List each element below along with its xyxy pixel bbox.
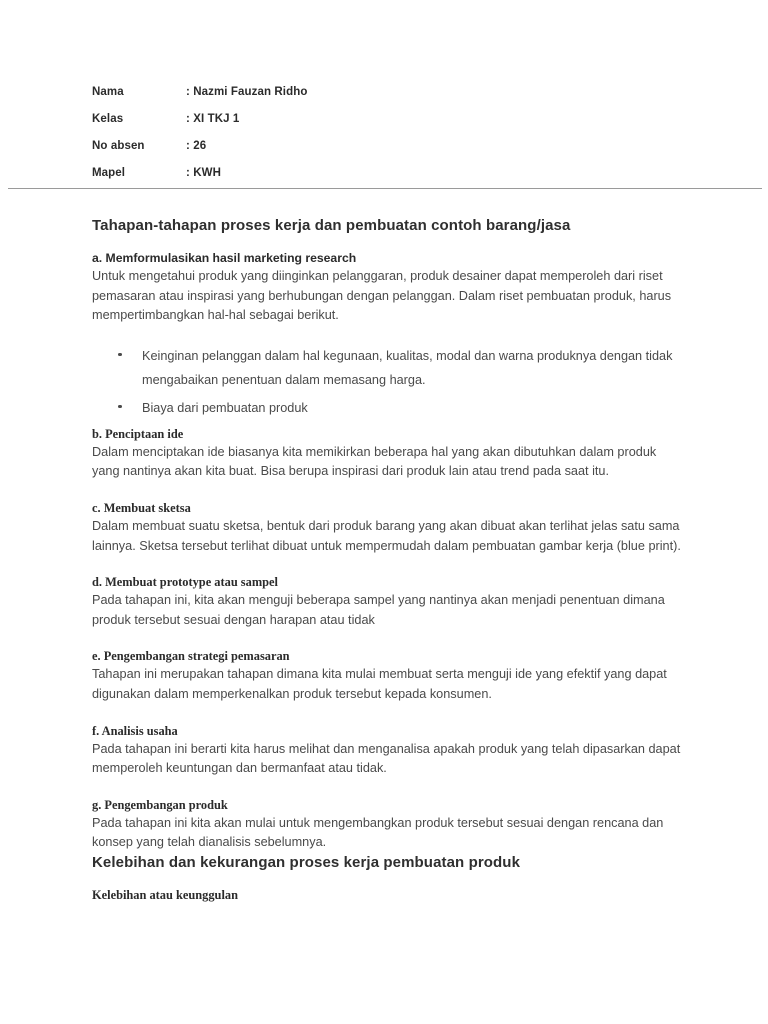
list-item (92, 396, 684, 420)
requirements-list (92, 344, 684, 420)
identity-value-no-absen: : 26 (186, 140, 207, 152)
identity-value-nama: : Nazmi Fauzan Ridho (186, 86, 308, 98)
identity-label-nama: Nama (92, 86, 124, 98)
section-f (92, 723, 684, 779)
section-f-body: Pada tahapan ini berarti kita harus melihat dan menganalisa apakah produk yang telah dipasarkan dapat memperoleh keuntungan dan bermanfaat atau tidak. (92, 741, 681, 776)
section-title-kelebihan: Kelebihan dan kekurangan proses kerja pembuatan produk (92, 853, 521, 871)
section-b (92, 426, 684, 482)
identity-value-mapel: : KWH (186, 167, 221, 179)
section-c-body: Dalam membuat suatu sketsa, bentuk dari produk barang yang akan dibuat akan terlihat jelas satu sama lainnya. Sketsa tersebut terlihat dibuat untuk mempermudah dalam pembuatan gambar kerja (blue print). (92, 518, 681, 553)
section-g-heading: g. Pengembangan produk (92, 797, 228, 812)
section-c-heading: c. Membuat sketsa (92, 500, 191, 515)
identity-row-kelas (92, 113, 652, 140)
identity-row-no-absen (92, 140, 652, 167)
section-e-heading: e. Pengembangan strategi pemasaran (92, 649, 290, 664)
identity-label-no-absen: No absen (92, 140, 145, 152)
document-body (92, 216, 684, 904)
list-item-text: Biaya dari pembuatan produk (142, 400, 308, 415)
section-d-heading: d. Membuat prototype atau sampel (92, 575, 278, 590)
bullet-icon (118, 353, 122, 357)
section-a (92, 250, 684, 326)
identity-row-mapel (92, 167, 652, 194)
section-e-body: Tahapan ini merupakan tahapan dimana kita mulai membuat serta menguji ide yang efektif yang dapat digunakan dalam memperkenalkan produk tersebut kepada konsumen. (92, 667, 667, 701)
list-item-text: Keinginan pelanggan dalam hal kegunaan, kualitas, modal dan warna produknya dengan tidak mengabaikan penentuan dalam memasang harga. (142, 348, 673, 387)
identity-row-nama (92, 86, 652, 113)
section-g-body: Pada tahapan ini kita akan mulai untuk mengembangkan produk tersebut sesuai dengan rencana dan konsep yang telah dianalisis sebelumnya. (92, 815, 664, 850)
identity-label-kelas: Kelas (92, 113, 124, 125)
bullet-icon (118, 405, 122, 409)
identity-label-mapel: Mapel (92, 167, 126, 179)
section-e (92, 648, 684, 704)
header-divider (8, 188, 762, 189)
section-f-heading: f. Analisis usaha (92, 723, 178, 738)
list-item (92, 344, 684, 392)
section-d (92, 574, 684, 630)
identity-value-kelas: : XI TKJ 1 (186, 113, 240, 125)
section-b-heading: b. Penciptaan ide (92, 426, 184, 441)
subheading-kelebihan: Kelebihan atau keunggulan (92, 887, 238, 902)
section-g (92, 797, 684, 853)
section-c (92, 500, 684, 556)
section-d-body: Pada tahapan ini, kita akan menguji beberapa sampel yang nantinya akan menjadi penentuan dimana produk tersebut sesuai dengan harapan atau tidak (92, 593, 665, 627)
identity-table (92, 86, 652, 194)
section-a-body: Untuk mengetahui produk yang diinginkan pelanggaran, produk desainer dapat memperoleh dari riset pemasaran atau inspirasi yang berhubungan dengan pelanggan. Dalam riset pembuatan produk, harus mempertimbangkan hal-hal sebagai berikut. (92, 269, 672, 323)
section-a-heading: a. Memformulasikan hasil marketing research (92, 251, 357, 265)
page-title: Tahapan-tahapan proses kerja dan pembuatan contoh barang/jasa (92, 217, 571, 234)
section-b-body: Dalam menciptakan ide biasanya kita memikirkan beberapa hal yang akan dibutuhkan dalam produk yang nantinya akan kita buat. Bisa berupa inspirasi dari produk lain atau trend pada saat itu. (92, 444, 657, 479)
